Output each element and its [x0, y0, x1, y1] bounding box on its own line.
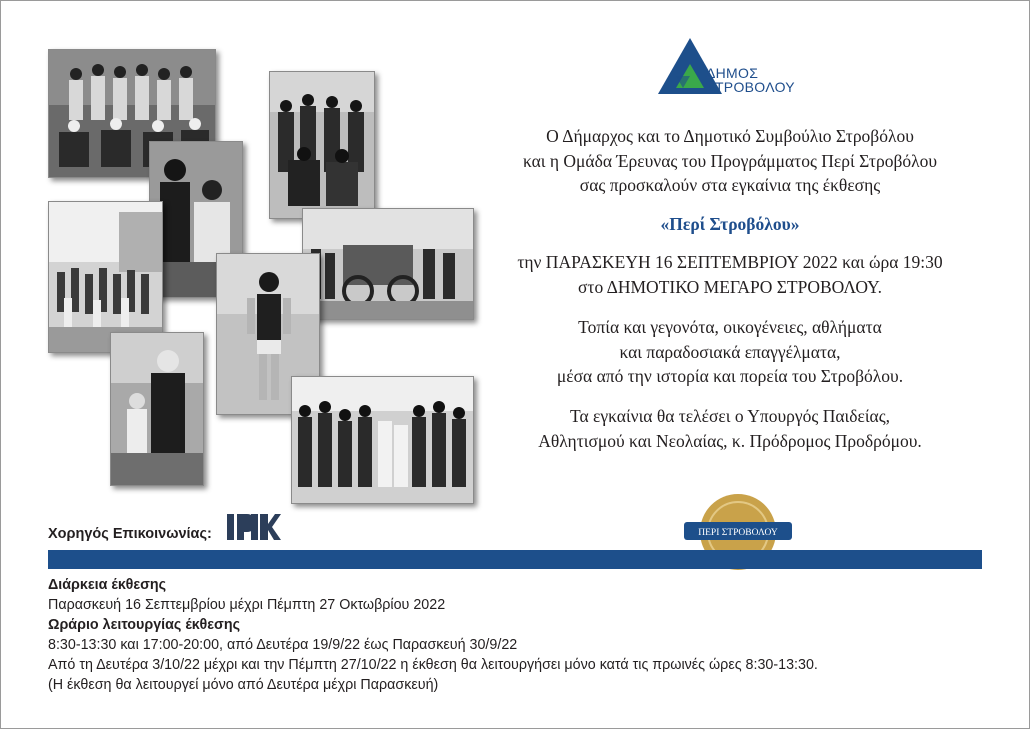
invitation-intro: [470, 124, 990, 198]
description-line-3: μέσα από την ιστορία και πορεία του Στροβόλου.: [556, 366, 904, 386]
hours-line-1: 8:30-13:30 και 17:00-20:00, από Δευτέρα 19/9/22 έως Παρασκευή 30/9/22: [48, 637, 518, 653]
divider-bar: [48, 550, 982, 569]
duration-text: Παρασκευή 16 Σεπτεμβρίου μέχρι Πέμπτη 27 Οκτωβρίου 2022: [48, 597, 446, 613]
hours-line-2: Από τη Δευτέρα 3/10/22 μέχρι και την Πέμπτη 27/10/22 η έκθεση θα λειτουργήσει μόνο κατά τις πρωινές ώρες 8:30-13:30.: [48, 657, 818, 673]
seal-text: ΠΕΡΙ ΣΤΡΟΒΟΛΟΥ: [698, 528, 778, 538]
logo-line-1: ΔΗΜΟΣ: [706, 65, 759, 81]
event-venue: στο ΔΗΜΟΤΙΚΟ ΜΕΓΑΡΟ ΣΤΡΟΒΟΛΟΥ.: [577, 276, 883, 297]
rik-logo-icon: [227, 512, 281, 542]
municipality-logo-text: [706, 66, 795, 94]
exhibition-description: [470, 315, 990, 389]
logo-line-2: ΣΤΡΟΒΟΛΟΥ: [706, 79, 795, 95]
duration-heading: Διάρκεια έκθεσης: [48, 577, 167, 593]
invitation-line-1: Ο Δήμαρχος και το Δημοτικό Συμβούλιο Στροβόλου: [546, 126, 914, 146]
invitation-line-3: σας προσκαλούν στα εγκαίνια της έκθεσης: [579, 175, 881, 195]
opening-line-1: Τα εγκαίνια θα τελέσει ο Υπουργός Παιδείας,: [570, 406, 890, 426]
opening-ceremony: [470, 404, 990, 453]
sponsor-label: Χορηγός Επικοινωνίας:: [48, 526, 212, 542]
photo-street-crowd: [48, 201, 163, 353]
photo-church-gathering: [291, 376, 474, 504]
event-date-venue: [470, 250, 990, 299]
invitation-line-2: και η Ομάδα Έρευνας του Προγράμματος Περί Στροβόλου: [522, 150, 938, 171]
event-date: την ΠΑΡΑΣΚΕΥΗ 16 ΣΕΠΤΕΜΒΡΙΟΥ 2022 και ώρα 19:30: [517, 252, 943, 272]
opening-line-2: Αθλητισμού και Νεολαίας, κ. Πρόδρομος Προδρόμου.: [538, 430, 922, 451]
photo-procession-cart: [302, 208, 474, 320]
description-line-2: και παραδοσιακά επαγγέλματα,: [619, 341, 841, 362]
exhibition-details: [48, 575, 818, 695]
hours-note: (Η έκθεση θα λειτουργεί μόνο από Δευτέρα μέχρι Παρασκευή): [48, 677, 439, 693]
exhibition-title-block: [470, 212, 990, 237]
exhibition-title: «Περί Στροβόλου»: [660, 214, 800, 234]
photo-family-portrait: [269, 71, 375, 219]
hours-heading: Ωράριο λειτουργίας έκθεσης: [48, 617, 241, 633]
photo-grandfather-child: [110, 332, 204, 486]
description-line-1: Τοπία και γεγονότα, οικογένειες, αθλήματα: [578, 317, 882, 337]
